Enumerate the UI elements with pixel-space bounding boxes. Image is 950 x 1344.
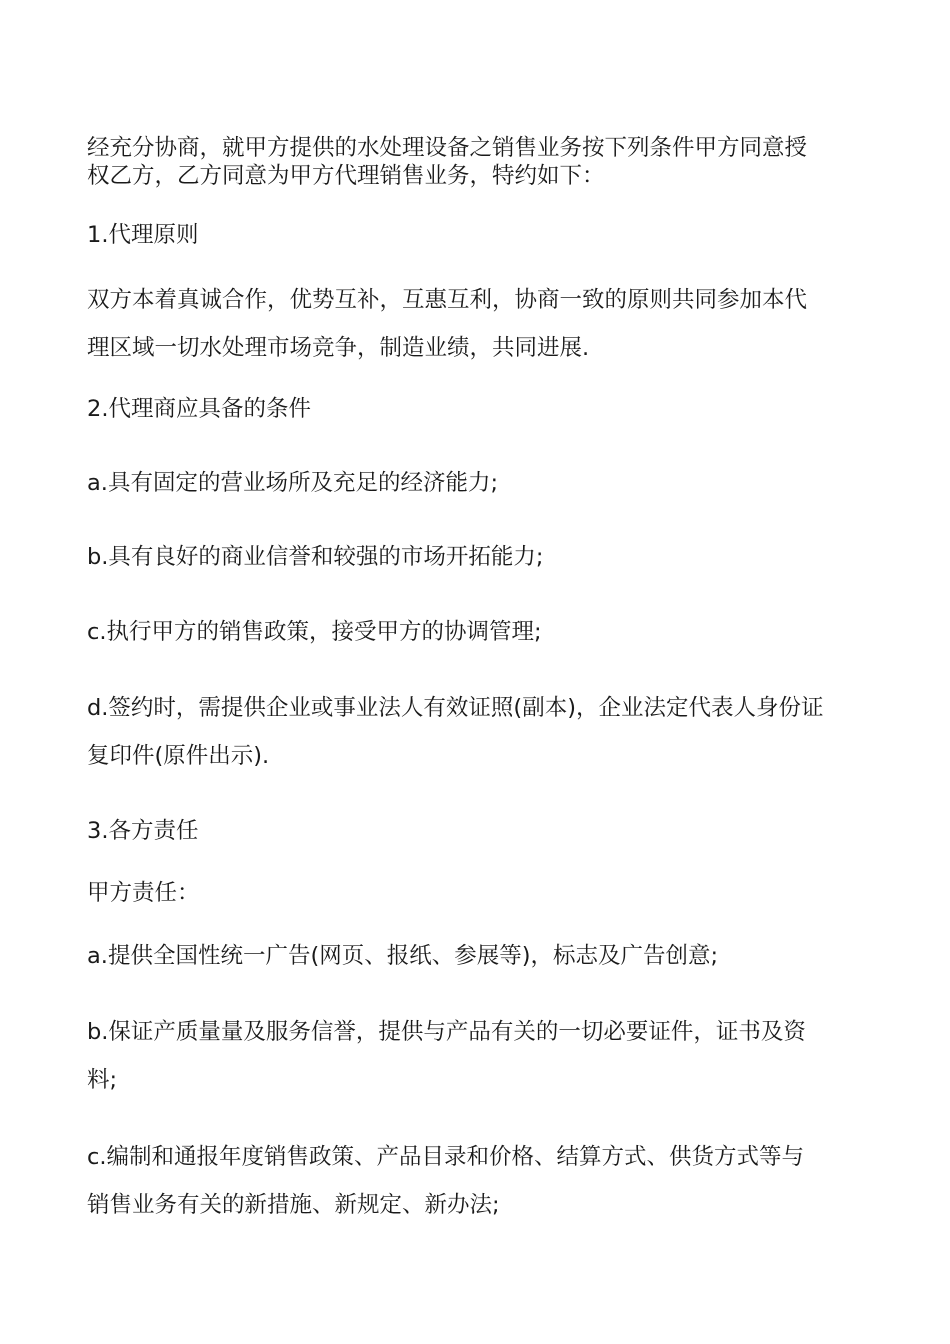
intro-line: 经充分协商，就甲方提供的水处理设备之销售业务按下列条件甲方同意授 xyxy=(87,135,808,161)
section-2-item-d-line: d.签约时，需提供企业或事业法人有效证照(副本)，企业法定代表人身份证 xyxy=(87,695,824,721)
section-3-item-c-line: c.编制和通报年度销售政策、产品目录和价格、结算方式、供货方式等与 xyxy=(87,1144,805,1170)
section-1-heading: 1.代理原则 xyxy=(87,222,199,248)
section-3-heading: 3.各方责任 xyxy=(87,818,199,844)
section-heading xyxy=(87,394,867,424)
list-item xyxy=(87,617,867,647)
list-item xyxy=(87,542,867,572)
section-2-item-a: a.具有固定的营业场所及充足的经济能力; xyxy=(87,470,499,496)
list-item xyxy=(87,1008,867,1104)
section-heading xyxy=(87,220,867,250)
section-heading xyxy=(87,816,867,846)
section-2-item-d-line: 复印件(原件出示). xyxy=(87,743,270,769)
intro-paragraph xyxy=(87,134,867,190)
sub-heading xyxy=(87,878,867,908)
intro-line: 权乙方，乙方同意为甲方代理销售业务，特约如下： xyxy=(87,163,605,189)
section-1-body xyxy=(87,276,867,372)
list-item xyxy=(87,1133,867,1229)
list-item xyxy=(87,941,867,971)
section-2-item-c: c.执行甲方的销售政策，接受甲方的协调管理; xyxy=(87,619,542,645)
section-2-item-b: b.具有良好的商业信誉和较强的市场开拓能力; xyxy=(87,544,544,570)
section-3-item-b-line: 料; xyxy=(87,1067,118,1093)
body-line: 双方本着真诚合作，优势互补，互惠互利，协商一致的原则共同参加本代 xyxy=(87,287,808,313)
section-2-heading: 2.代理商应具备的条件 xyxy=(87,396,311,422)
list-item xyxy=(87,468,867,498)
section-3-item-c-line: 销售业务有关的新措施、新规定、新办法; xyxy=(87,1192,500,1218)
section-3-item-a: a.提供全国性统一广告(网页、报纸、参展等)，标志及广告创意; xyxy=(87,943,719,969)
section-3-item-b-line: b.保证产质量量及服务信誉，提供与产品有关的一切必要证件，证书及资 xyxy=(87,1019,806,1045)
list-item xyxy=(87,684,867,780)
party-a-label: 甲方责任： xyxy=(87,880,200,906)
body-line: 理区域一切水处理市场竞争，制造业绩，共同进展. xyxy=(87,335,590,361)
